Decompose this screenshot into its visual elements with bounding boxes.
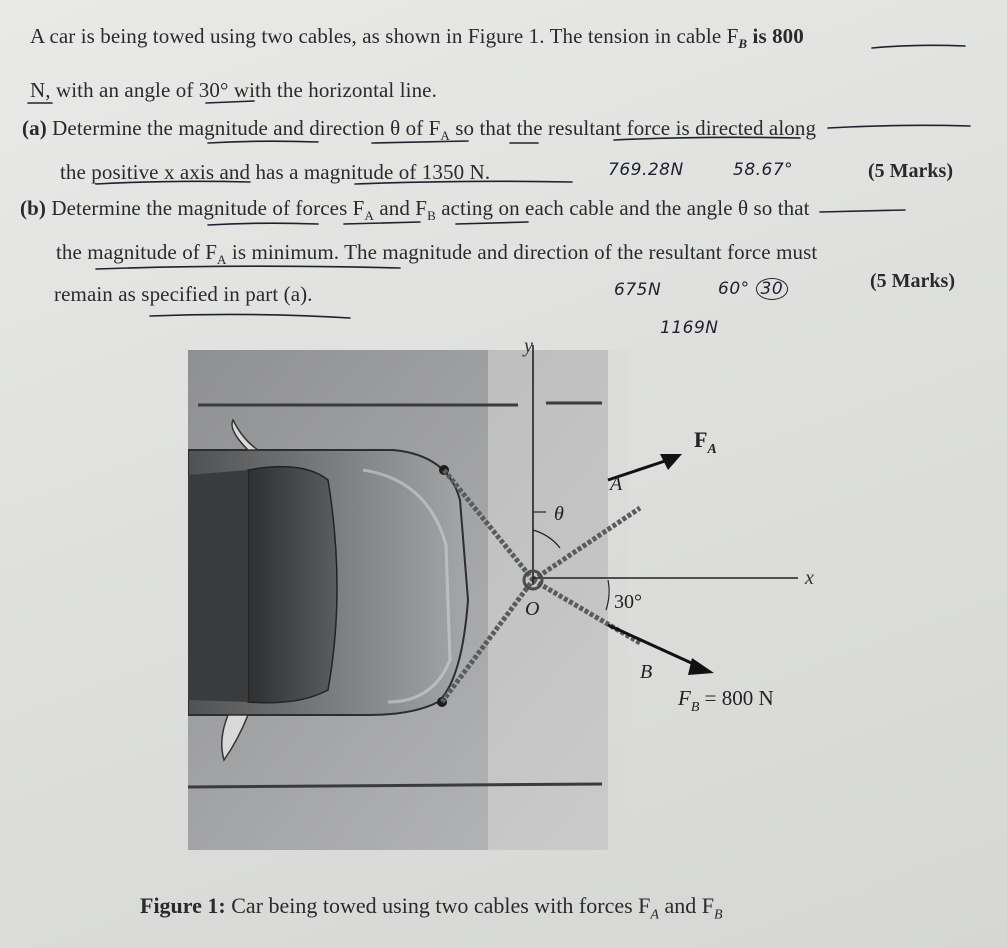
handwritten-force-b2: 1169N [660,318,719,338]
question-text: so that the resultant force is directed along [449,116,817,140]
y-axis-label: y [524,335,533,357]
question-text: remain as specified in part (a). [54,282,313,306]
question-text: the magnitude of F [56,240,218,264]
underline-directed [828,125,970,128]
subscript: A [364,208,374,224]
underline-angle [206,101,254,103]
force-b-label [677,686,774,715]
part-a-label: (a) [22,116,47,140]
handwritten-angle-a: 58.67° [733,160,794,180]
question-text: Determine the magnitude of forces F [45,196,365,220]
underline-magnitude [208,141,318,143]
underline-fb [872,45,965,48]
question-text: the positive x axis and has a magnitude of 1350 N. [60,160,491,184]
question-text: acting on each cable and the angle θ so that [435,196,810,220]
subscript: A [440,128,450,144]
subscript: A [217,252,227,268]
point-a-label: A [610,473,623,495]
underline-fa-fb [456,222,528,224]
force-b-arrowhead [688,658,714,675]
part-b-marks: (5 Marks) [870,270,955,292]
underline-direction [372,141,468,143]
question-text: is minimum. The magnitude and direction of the resultant force must [226,240,818,264]
angle-30-label: 30° [614,591,642,613]
caption-and: and F [658,893,714,918]
force-a-letter: F [694,427,708,452]
figure-caption [140,893,723,923]
force-a-label [694,427,717,457]
towing-figure [188,330,828,850]
caption-prefix: Figure 1: [140,893,226,918]
question-text: is 800 [747,24,804,48]
underline-specified [150,314,350,318]
handwritten-force-a: 769.28N [608,160,684,180]
handwritten-circled-angle: 30 [756,278,789,300]
underline-forces [344,222,420,224]
handwritten-angle-value: 60° [718,279,750,299]
force-b-value: = 800 N [699,686,774,710]
handwritten-force-b: 675N [614,280,662,300]
force-b-sub: B [690,700,700,715]
underline-magnitude-b [208,223,318,225]
subscript: B [738,36,748,52]
part-a-marks: (5 Marks) [868,160,953,182]
question-text: N, with an angle of 30° with the horizontal line. [30,78,437,102]
origin-label: O [525,598,540,620]
theta-label: θ [554,503,564,525]
underline-magnitude-1350 [355,181,572,184]
force-b-letter: F [678,686,691,710]
question-text: A car is being towed using two cables, as shown in Figure 1. The tension in cable F [30,24,739,48]
underline-resultant [614,137,800,140]
underline-minimum [96,266,400,269]
point-b-label: B [640,661,653,683]
underline-positive-x [96,181,250,184]
caption-sub-b: B [713,907,723,923]
x-axis-label: x [805,567,814,589]
force-a-sub: A [707,442,717,457]
part-b-label: (b) [20,196,46,220]
question-text: Determine the magnitude and direction θ of F [46,116,441,140]
caption-text: Car being towed using two cables with forces F [225,893,651,918]
road-fade [488,350,628,850]
caption-sub-a: A [650,907,659,923]
subscript: B [427,208,436,224]
pencil-underlines [0,0,1007,340]
question-text: and F [373,196,428,220]
underline-angle-theta [820,210,905,212]
